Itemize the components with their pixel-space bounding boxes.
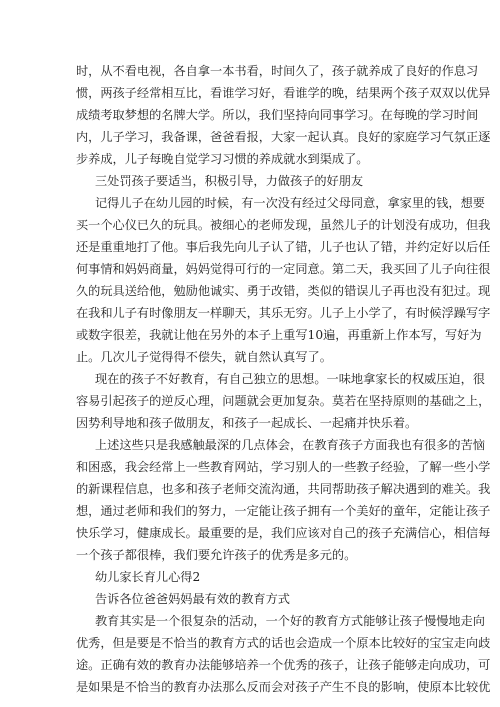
- text-line-28: 途。正确有效的教育办法能够培养一个优秀的孩子，让孩子能够走向成功，可: [76, 658, 491, 672]
- text-line-20: 的新课程信息，也多和孩子老师交流沟通，共同帮助孩子解决遇到的难关。我: [76, 482, 491, 496]
- text-line-3: 成绩考取梦想的名牌大学。所以，我们坚持向同事学习。在每晚的学习时间: [76, 108, 479, 122]
- paragraph-start: 记得儿子在幼儿园的时候，有一次没有经过父母同意，拿家里的钱，想要: [95, 196, 485, 210]
- text-line-8: 买一个心仪已久的玩具。被细心的老师发现，虽然儿子的计划没有成功，但我: [76, 218, 491, 232]
- text-line-23: 一个孩子都很棒，我们要允许孩子的优秀是多元的。: [76, 548, 357, 562]
- text-line-14: 止。几次儿子觉得得不偿失，就自然认真写了。: [76, 350, 332, 364]
- paragraph-start: 教育其实是一个很复杂的活动，一个好的教育方式能够让孩子慢慢地走向: [95, 614, 485, 628]
- text-line-5: 步养成，儿子每晚自觉学习习惯的养成就水到渠成了。: [76, 152, 369, 166]
- text-line-4: 内，儿子学习，我备课，爸爸看报，大家一起认真。良好的家庭学习气氛正逐: [76, 130, 491, 144]
- text-line-17: 因势利导地和孩子做朋友，和孩子一起成长、一起痛并快乐着。: [76, 416, 418, 430]
- text-line-22: 快乐学习，健康成长。最重要的是，我们应该对自己的孩子充满信心，相信每: [76, 526, 491, 540]
- text-line-9: 还是重重地打了他。事后我先向儿子认了错，儿子也认了错，并约定好以后任: [76, 240, 491, 254]
- text-line-21: 想，通过老师和我们的努力，一定能让孩子拥有一个美好的童年，定能让孩子: [76, 504, 491, 518]
- article-subtitle: 告诉各位爸爸妈妈最有效的教育方式: [95, 592, 290, 606]
- paragraph-start: 现在的孩子不好教育，有自己独立的思想。一味地拿家长的权威压迫，很: [95, 372, 485, 386]
- article-title: 幼儿家长育儿心得2: [95, 570, 201, 584]
- section-heading: 三处罚孩子要适当，积极引导，力做孩子的好朋友: [95, 174, 364, 188]
- text-line-2: 惯，两孩子经常相互比，看谁学习好，看谁学的晚，结果两个孩子双双以优异: [76, 86, 491, 100]
- text-line-27: 优秀，但是要是不恰当的教育方式的话也会造成一个原本比较好的宝宝走向歧: [76, 636, 491, 650]
- text-line-10: 何事情和妈妈商量，妈妈觉得可行的一定同意。第二天，我买回了儿子向往很: [76, 262, 491, 276]
- text-line-19: 和困惑，我会经常上一些教育网站，学习别人的一些教子经验，了解一些小学: [76, 460, 491, 474]
- text-line-1: 时，从不看电视，各自拿一本书看，时间久了，孩子就养成了良好的作息习: [76, 64, 479, 78]
- text-line-11: 久的玩具送给他，勉励他诚实、勇于改错，类似的错误儿子再也没有犯过。现: [76, 284, 491, 298]
- text-line-29: 是如果是不恰当的教育办法那么反而会对孩子产生不良的影响，使原本比较优: [76, 680, 491, 694]
- text-line-13: 或数字很差，我就让他在另外的本子上重写10遍，再重新上作本写，写好为: [76, 328, 482, 342]
- text-line-12: 在我和儿子有时像朋友一样聊天，其乐无穷。儿子上小学了，有时候浮躁写字: [76, 306, 491, 320]
- text-line-16: 容易引起孩子的逆反心理，问题就会更加复杂。莫若在坚持原则的基础之上，: [76, 394, 491, 408]
- paragraph-start: 上述这些只是我感触最深的几点体会，在教育孩子方面我也有很多的苦恼: [95, 438, 485, 452]
